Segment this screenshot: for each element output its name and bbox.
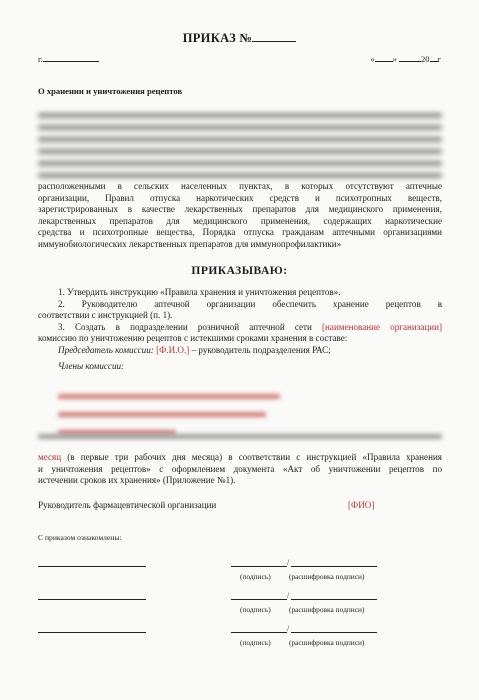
- blurred-preamble: [38, 113, 442, 185]
- preamble-visible: [38, 181, 442, 251]
- order-subject: О хранении и уничтожения рецептов: [38, 86, 183, 96]
- item-3-line-2: комиссию по уничтожению рецептов с истекшими сроками хранения в составе:: [38, 333, 348, 344]
- city-blank: [43, 53, 99, 62]
- year-suffix: г: [437, 54, 441, 64]
- date-field: [370, 53, 441, 64]
- decoding-line: [291, 632, 377, 633]
- signature-row: [38, 558, 438, 588]
- year-prefix: 20: [421, 54, 430, 64]
- signature-row: [38, 591, 438, 621]
- chair-line: [38, 345, 442, 357]
- preamble-line: расположенными в сельских населенных пунктах, в которых отсутствуют аптечные: [38, 181, 442, 191]
- preamble-line: иммунобиологических лекарственных препаратов для иммунопрофилактики»: [38, 238, 342, 249]
- signature-row: [38, 624, 438, 654]
- chair-role: – руководитель подразделения РАС;: [191, 344, 331, 355]
- members-label: Члены комиссии:: [58, 360, 125, 371]
- order-title-text: ПРИКАЗ №: [182, 31, 253, 45]
- chair-fio-placeholder: [Ф.И.О.]: [156, 344, 190, 355]
- decoding-caption: (расшифровка подписи): [289, 605, 365, 614]
- order-title: [0, 30, 479, 46]
- continuation-line-1: [38, 452, 442, 464]
- org-name-placeholder: [наименование организации]: [322, 321, 443, 332]
- preamble-line: зарегистрированных в качестве лекарственных препаратов для медицинского применения,: [38, 204, 442, 215]
- month-blank: [399, 53, 421, 62]
- signature-line: [231, 566, 287, 567]
- acknowledged-label: С приказом ознакомлены:: [38, 533, 122, 542]
- item-1: 1. Утвердить инструкцию «Правила хранения и уничтожения рецептов».: [58, 287, 341, 297]
- name-line: [38, 632, 146, 633]
- blurred-text: [38, 434, 442, 446]
- continuation-line-3: истечении сроков их хранения» (Приложение №1).: [38, 475, 236, 486]
- head-signature-label: Руководитель фармацевтической организации: [38, 500, 217, 510]
- city-field: [38, 53, 99, 64]
- decoding-line: [291, 599, 377, 600]
- signature-caption: (подпись): [240, 605, 271, 614]
- continuation-line-1-rest: (в первые три рабочих дня месяца) в соответствии с инструкцией «Правила хранения: [67, 452, 442, 462]
- decoding-caption: (расшифровка подписи): [289, 572, 365, 581]
- signature-line: [231, 632, 287, 633]
- item-2-line-2: соответствии с инструкцией (п. 1).: [38, 310, 173, 321]
- signature-caption: (подпись): [240, 572, 271, 581]
- preamble-line: организации, Правил отпуска наркотических средств и психотропных веществ,: [38, 192, 442, 203]
- name-line: [38, 599, 146, 600]
- preamble-line: лекарственных препаратов для медицинского применения, содержащих наркотические: [38, 215, 442, 226]
- head-fio-placeholder: [ФИО]: [348, 500, 375, 510]
- item-3-line-1: [38, 322, 442, 334]
- year-blank: [430, 53, 438, 62]
- slash: /: [287, 591, 290, 600]
- date-open-quote: «: [370, 54, 375, 64]
- continuation-text: [38, 452, 442, 487]
- decoding-line: [291, 566, 377, 567]
- decoding-caption: (расшифровка подписи): [289, 638, 365, 647]
- slash: /: [287, 558, 290, 567]
- slash: /: [287, 624, 290, 633]
- order-number-blank: [252, 30, 296, 42]
- item-2-line-1: 2. Руководителю аптечной организации обеспечить хранение рецептов в: [58, 298, 442, 309]
- name-line: [38, 566, 146, 567]
- day-blank: [375, 53, 393, 62]
- order-heading: ПРИКАЗЫВАЮ:: [191, 265, 288, 277]
- signature-line: [231, 599, 287, 600]
- date-close-quote: »: [392, 54, 397, 64]
- order-items: [38, 287, 442, 372]
- city-prefix: г.: [38, 54, 43, 64]
- preamble-line: средства и психотропные вещества, Порядка отпуска гражданам аптечными организациями: [38, 227, 442, 238]
- chair-label: Председатель комиссии:: [58, 344, 154, 355]
- continuation-line-2: и уничтожения рецептов» с оформлением документа «Акт об уничтожении рецептов по: [38, 463, 442, 474]
- signature-caption: (подпись): [240, 638, 271, 647]
- item-3-prefix: 3. Создать в подразделении розничной аптечной сети: [58, 321, 312, 332]
- month-placeholder: месяц: [38, 452, 62, 462]
